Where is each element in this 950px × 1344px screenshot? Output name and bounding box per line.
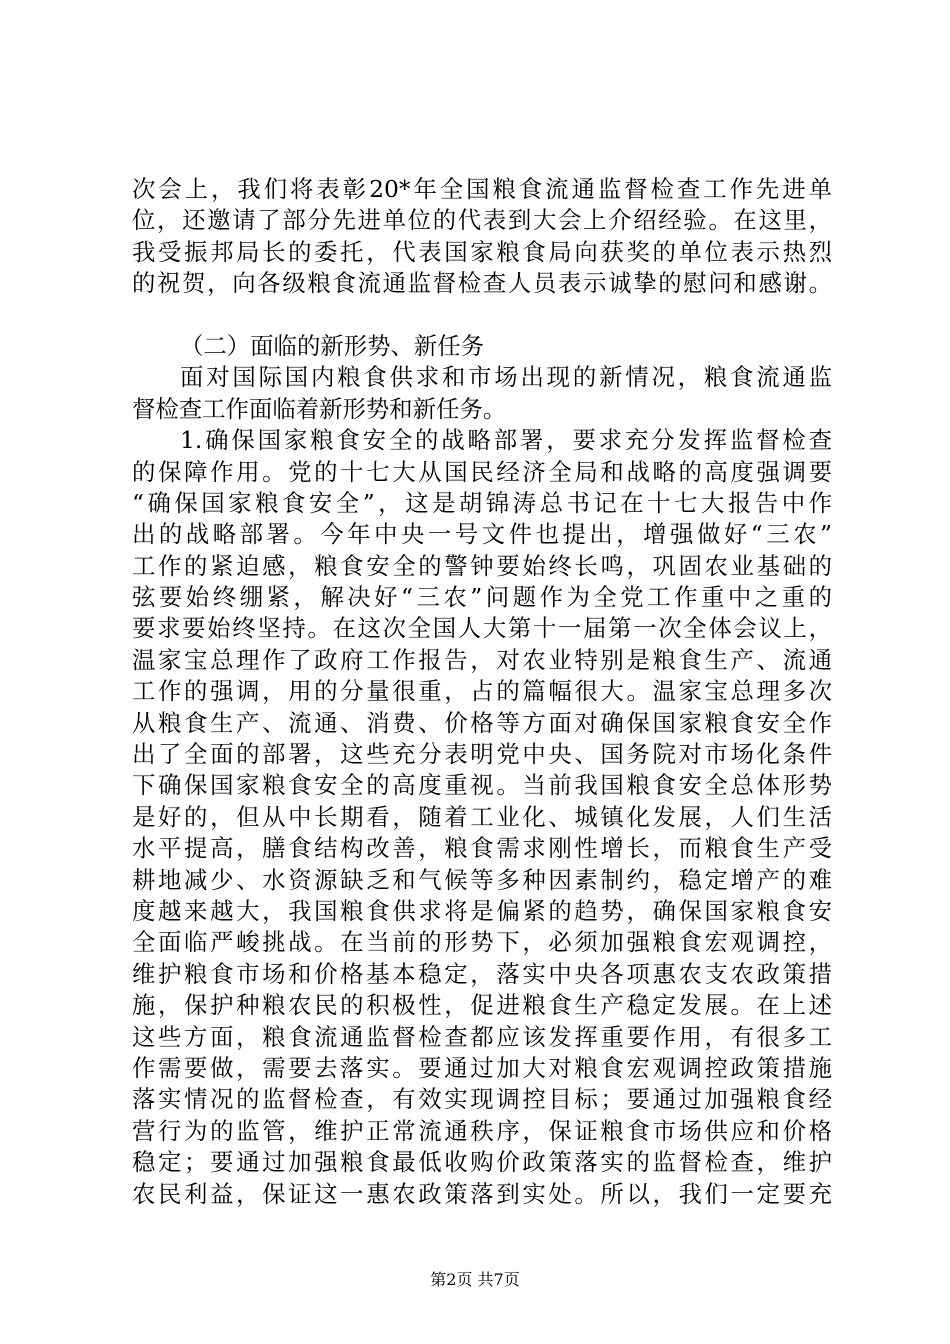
text-line: 面对国际国内粮食供求和市场出现的新情况，粮食流通监 (180, 363, 832, 392)
paragraph-gap (132, 300, 832, 331)
text-line: 下确保国家粮食安全的高度重视。当前我国粮食安全总体形势 (132, 771, 832, 800)
text-line: 度越来越大，我国粮食供求将是偏紧的趋势，确保国家粮食安 (132, 896, 832, 925)
text-line: 工作的强调，用的分量很重，占的篇幅很大。温家宝总理多次 (132, 677, 832, 706)
text-line: 从粮食生产、流通、消费、价格等方面对确保国家粮食安全作 (132, 708, 832, 737)
text-line: 这些方面，粮食流通监督检查都应该发挥重要作用，有很多工 (132, 1022, 832, 1051)
text-line: 位，还邀请了部分先进单位的代表到大会上介绍经验。在这里， (132, 206, 832, 235)
text-line: 要求要始终坚持。在这次全国人大第十一届第一次全体会议上， (132, 614, 832, 643)
text-line: 弦要始终绷紧，解决好“三农”问题作为全党工作重中之重的 (132, 583, 832, 612)
text-line: 我受振邦局长的委托，代表国家粮食局向获奖的单位表示热烈 (132, 237, 832, 266)
text-line: 维护粮食市场和价格基本稳定，落实中央各项惠农支农政策措 (132, 959, 832, 988)
text-line: 次会上，我们将表彰20*年全国粮食流通监督检查工作先进单 (132, 175, 832, 203)
text-line: 耕地减少、水资源缺乏和气候等多种因素制约，稳定增产的难 (132, 865, 832, 894)
text-line: “确保国家粮食安全”，这是胡锦涛总书记在十七大报告中作 (132, 488, 832, 517)
text-line: 农民利益，保证这一惠农政策落到实处。所以，我们一定要充 (132, 1179, 832, 1208)
text-line: 作需要做，需要去落实。要通过加大对粮食宏观调控政策措施 (132, 1053, 832, 1082)
text-line: 稳定；要通过加强粮食最低收购价政策落实的监督检查，维护 (132, 1148, 832, 1177)
text-line: 的保障作用。党的十七大从国民经济全局和战略的高度强调要 (132, 457, 832, 486)
text-line: 1.确保国家粮食安全的战略部署，要求充分发挥监督检查 (180, 426, 832, 455)
text-line: 工作的紧迫感，粮食安全的警钟要始终长鸣，巩固农业基础的 (132, 551, 832, 580)
page-footer: 第2页 共7页 (430, 1270, 520, 1289)
text-line: 出的战略部署。今年中央一号文件也提出，增强做好“三农” (132, 520, 832, 549)
section-heading: （二）面临的新形势、新任务 (180, 331, 485, 360)
text-line: 水平提高，膳食结构改善，粮食需求刚性增长，而粮食生产受 (132, 834, 832, 863)
text-line: 的祝贺，向各级粮食流通监督检查人员表示诚挚的慰问和感谢。 (132, 269, 832, 298)
text-line: 是好的，但从中长期看，随着工业化、城镇化发展，人们生活 (132, 802, 832, 831)
body-text (132, 174, 832, 1210)
text-line: 营行为的监管，维护正常流通秩序，保证粮食市场供应和价格 (132, 1116, 832, 1145)
text-line: 落实情况的监督检查，有效实现调控目标；要通过加强粮食经 (132, 1085, 832, 1114)
text-line: 出了全面的部署，这些充分表明党中央、国务院对市场化条件 (132, 740, 832, 769)
text-line: 温家宝总理作了政府工作报告，对农业特别是粮食生产、流通 (132, 645, 832, 674)
text-line: 督检查工作面临着新形势和新任务。 (132, 394, 507, 423)
text-line: 全面临严峻挑战。在当前的形势下，必须加强粮食宏观调控， (132, 928, 832, 957)
text-line: 施，保护种粮农民的积极性，促进粮食生产稳定发展。在上述 (132, 991, 832, 1020)
